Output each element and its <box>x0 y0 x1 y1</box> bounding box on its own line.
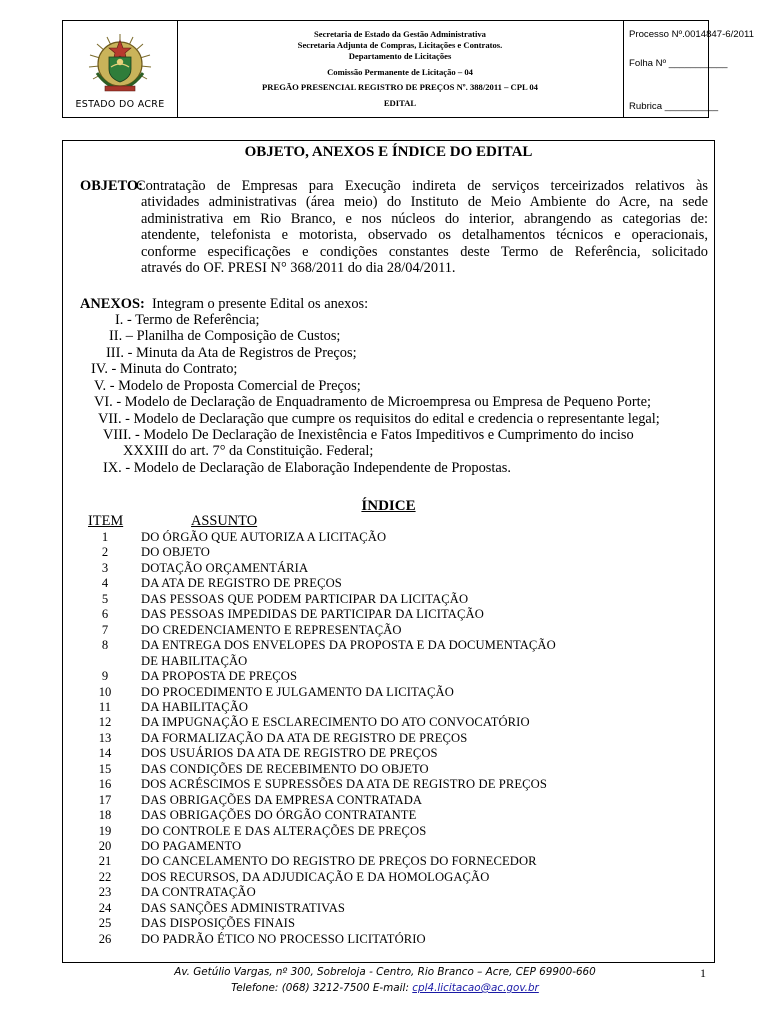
indice-item-number: 19 <box>98 823 112 838</box>
indice-row <box>63 561 714 576</box>
org-line-comissao: Comissão Permanente de Licitação – 04 <box>327 67 473 77</box>
indice-row <box>63 592 714 607</box>
anexo-item: II. – Planilha de Composição de Custos; <box>109 328 341 344</box>
page-title: OBJETO, ANEXOS E ÍNDICE DO EDITAL <box>244 144 533 160</box>
indice-item-subject: DO OBJETO <box>141 545 210 560</box>
indice-row <box>63 932 714 947</box>
indice-row <box>63 731 714 746</box>
footer-phone: Telefone: (068) 3212-7500 E-mail: <box>231 982 409 994</box>
indice-item-subject: DOS USUÁRIOS DA ATA DE REGISTRO DE PREÇOS <box>141 746 438 761</box>
indice-item-number: 15 <box>98 761 112 776</box>
indice-row <box>63 530 714 545</box>
indice-item-subject: DO CANCELAMENTO DO REGISTRO DE PREÇOS DO FORNECEDOR <box>141 854 537 869</box>
page-number: 1 <box>700 966 706 980</box>
indice-item-subject: DOS ACRÉSCIMOS E SUPRESSÕES DA ATA DE REGISTRO DE PREÇOS <box>141 777 547 792</box>
objeto-line: Contratação de Empresas para Execução indireta de serviços terceirizados relativos às <box>136 178 708 194</box>
indice-row <box>63 808 714 823</box>
indice-item-subject: DO CREDENCIAMENTO E REPRESENTAÇÃO <box>141 622 402 637</box>
indice-row <box>63 885 714 900</box>
indice-row <box>63 607 714 622</box>
indice-row <box>63 854 714 869</box>
indice-item-subject: DAS OBRIGAÇÕES DA EMPRESA CONTRATADA <box>141 792 423 807</box>
indice-row <box>63 715 714 730</box>
anexos-intro: Integram o presente Edital os anexos: <box>151 296 369 312</box>
indice-item-subject: DA IMPUGNAÇÃO E ESCLARECIMENTO DO ATO CONVOCATÓRIO <box>141 715 530 730</box>
indice-item-subject: DO PADRÃO ÉTICO NO PROCESSO LICITATÓRIO <box>141 931 426 946</box>
indice-item-number: 6 <box>101 607 109 622</box>
indice-row <box>63 638 714 653</box>
objeto-paragraph <box>136 178 708 277</box>
indice-col-assunto: ASSUNTO <box>191 513 258 529</box>
indice-item-number: 16 <box>98 777 112 792</box>
indice-row <box>63 576 714 591</box>
indice-item-number: 8 <box>101 638 109 653</box>
indice-col-item: ITEM <box>88 513 124 529</box>
indice-item-subject: DA ENTREGA DOS ENVELOPES DA PROPOSTA E DA DOCUMENTAÇÃO <box>141 638 556 653</box>
org-line-pregao: PREGÃO PRESENCIAL REGISTRO DE PREÇOS Nº. 388/2011 – CPL 04 <box>262 82 538 92</box>
indice-item-subject: DA ATA DE REGISTRO DE PREÇOS <box>141 576 342 591</box>
indice-item-number: 20 <box>98 839 112 853</box>
objeto-line: através do OF. PRESI N° 368/2011 do dia 28/04/2011. <box>141 260 456 277</box>
indice-item-subject: DO PAGAMENTO <box>141 839 242 853</box>
anexo-item: IV. - Minuta do Contrato; <box>91 361 238 377</box>
indice-item-number: 5 <box>101 591 109 606</box>
anexo-item: IX. - Modelo de Declaração de Elaboração Independente de Propostas. <box>103 460 511 476</box>
anexo-item: VI. - Modelo de Declaração de Enquadramento de Microempresa ou Empresa de Pequeno Porte; <box>94 394 652 410</box>
state-name: ESTADO DO ACRE <box>75 99 165 110</box>
indice-item-number: 21 <box>98 854 112 869</box>
indice-item-subject: DAS PESSOAS QUE PODEM PARTICIPAR DA LICITAÇÃO <box>141 591 469 606</box>
anexo-item: V. - Modelo de Proposta Comercial de Preços; <box>94 378 361 394</box>
document-header <box>62 20 754 118</box>
indice-title: ÍNDICE <box>361 498 416 514</box>
org-line-secretaria: Secretaria de Estado da Gestão Administrativa <box>314 29 486 39</box>
anexos-heading <box>80 296 368 313</box>
indice-row <box>63 685 714 700</box>
indice-item-subject: DAS CONDIÇÕES DE RECEBIMENTO DO OBJETO <box>141 761 429 776</box>
indice-item-number: 3 <box>101 560 109 575</box>
header-organization-cell <box>177 21 624 117</box>
anexo-item: VIII. - Modelo De Declaração de Inexistência e Fatos Impeditivos e Cumprimento do inciso <box>103 427 634 443</box>
objeto-line: atividades administrativas (área meio) do Instituto de Meio Ambiente do Acre, na sede <box>141 194 708 211</box>
indice-item-number: 22 <box>98 869 112 884</box>
indice-item-subject: DAS OBRIGAÇÕES DO ÓRGÃO CONTRATANTE <box>141 808 417 823</box>
indice-row <box>63 839 714 854</box>
header-process-cell <box>623 21 754 117</box>
indice-row <box>63 793 714 808</box>
indice-row <box>63 623 714 638</box>
org-line-secretaria-adjunta: Secretaria Adjunta de Compras, Licitações e Contratos. <box>297 40 503 50</box>
footer-address: Av. Getúlio Vargas, nº 300, Sobreloja - Centro, Rio Branco – Acre, CEP 69900-660 <box>174 966 596 978</box>
indice-item-subject: DOS RECURSOS, DA ADJUDICAÇÃO E DA HOMOLOGAÇÃO <box>141 869 490 884</box>
processo-number: Processo Nº.0014847-6/2011 <box>629 29 754 40</box>
indice-item-number: 9 <box>101 669 109 684</box>
indice-item-number: 25 <box>98 916 112 931</box>
indice-row <box>63 901 714 916</box>
anexo-item: III. - Minuta da Ata de Registros de Preços; <box>106 345 357 361</box>
indice-item-subject: DAS PESSOAS IMPEDIDAS DE PARTICIPAR DA LICITAÇÃO <box>141 607 484 622</box>
indice-item-subject: DA PROPOSTA DE PREÇOS <box>141 669 298 684</box>
indice-item-subject: DO PROCEDIMENTO E JULGAMENTO DA LICITAÇÃO <box>141 684 454 699</box>
indice-row <box>63 545 714 560</box>
objeto-label: OBJETO: <box>80 178 143 194</box>
indice-item-number: 4 <box>101 576 109 591</box>
indice-item-subject: DAS DISPOSIÇÕES FINAIS <box>141 916 296 931</box>
indice-item-number: 17 <box>98 792 112 807</box>
indice-row <box>63 700 714 715</box>
indice-item-number: 14 <box>98 746 112 761</box>
indice-item-subject: DE HABILITAÇÃO <box>141 653 248 668</box>
objeto-line: atendente, telefonista e motorista, observado os detalhamentos técnicos e operacionais, <box>141 227 708 244</box>
org-line-departamento: Departamento de Licitações <box>348 51 452 61</box>
indice-item-subject: DO CONTROLE E DAS ALTERAÇÕES DE PREÇOS <box>141 823 427 838</box>
indice-item-number: 12 <box>98 715 112 730</box>
indice-row <box>63 916 714 931</box>
indice-item-subject: DOTAÇÃO ORÇAMENTÁRIA <box>141 560 309 575</box>
footer-contact <box>0 982 770 994</box>
anexos-label: ANEXOS: <box>80 296 145 312</box>
indice-item-subject: DA CONTRATAÇÃO <box>141 885 256 900</box>
indice-item-number: 24 <box>98 900 112 915</box>
indice-item-subject: DA FORMALIZAÇÃO DA ATA DE REGISTRO DE PREÇOS <box>141 730 468 745</box>
header-logo-cell <box>63 21 178 117</box>
indice-item-number: 1 <box>101 530 109 544</box>
indice-item-number: 13 <box>98 730 112 745</box>
indice-item-number: 10 <box>98 684 112 699</box>
rubrica-field: Rubrica __________ <box>629 101 719 112</box>
anexo-item: I. - Termo de Referência; <box>115 312 260 328</box>
anexo-item: XXXIII do art. 7° da Constituição. Federal; <box>123 443 374 459</box>
indice-item-subject: DO ÓRGÃO QUE AUTORIZA A LICITAÇÃO <box>141 530 387 544</box>
indice-row <box>63 870 714 885</box>
anexo-item: VII. - Modelo de Declaração que cumpre os requisitos do edital e credencia o representante legal; <box>98 411 660 427</box>
indice-item-number: 2 <box>101 545 109 560</box>
folha-field: Folha Nº ___________ <box>629 58 728 69</box>
indice-row <box>63 746 714 761</box>
objeto-line: conforme especificações e condições constantes deste Termo de Referência, solicitado <box>141 243 708 260</box>
indice-item-subject: DA HABILITAÇÃO <box>141 699 249 714</box>
indice-row <box>63 777 714 792</box>
indice-item-number: 26 <box>98 931 112 946</box>
indice-item-number: 18 <box>98 808 112 823</box>
indice-item-number: 23 <box>98 885 112 900</box>
indice-item-subject: DAS SANÇÕES ADMINISTRATIVAS <box>141 900 346 915</box>
indice-row <box>63 654 714 669</box>
org-line-edital: EDITAL <box>383 98 417 108</box>
indice-row <box>63 824 714 839</box>
indice-row <box>63 669 714 684</box>
indice-item-number: 7 <box>101 622 109 637</box>
indice-item-number: 11 <box>98 699 112 714</box>
state-coat-of-arms-icon <box>85 33 155 95</box>
edital-content-box <box>62 140 715 963</box>
indice-row <box>63 762 714 777</box>
footer-email-link[interactable]: cpl4.licitacao@ac.gov.br <box>412 982 539 994</box>
objeto-line: administrativa em Rio Branco, e nos núcleos do interior, abrangendo as categorias de: <box>141 210 708 227</box>
